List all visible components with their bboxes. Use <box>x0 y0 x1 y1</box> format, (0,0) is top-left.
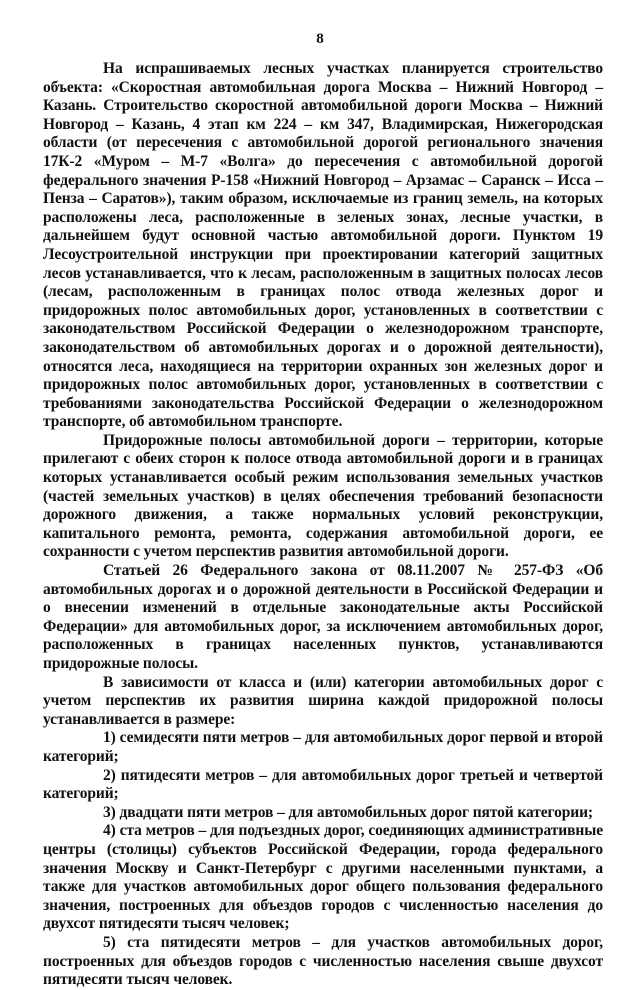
document-body <box>43 60 603 990</box>
list-item-2: 2) пятидесяти метров – для автомобильных дорог третьей и четвертой категорий; <box>43 766 603 803</box>
paragraph-intro: На испрашиваемых лесных участках планируется строительство объекта: «Скоростная автомобильная дорога Москва – Нижний Новгород – Казань. Строительство скоростной автомобильной дороги Москва – Нижний Новгород – Казань, 4 этап км 224 – км 347, Владимирская, Нижегородская области (от пересечения с автомобильной дорогой регионального значения 17К-2 «Муром – М-7 «Волга» до пересечения с автомобильной дорогой федерального значения Р-158 «Нижний Новгород – Арзамас – Саранск – Исса – Пенза – Саратов»), таким образом, исключаемые из границ земель, на которых расположены леса, расположенные в зеленых зонах, лесные участки, в дальнейшем будут основной частью автомобильной дороги. Пунктом 19 Лесоустроительной инструкции при проектировании категорий защитных лесов устанавливается, что к лесам, расположенным в защитных полосах лесов (лесам, расположенным в границах полос отвода железных дорог и придорожных полос автомобильных дорог, установленных в соответствии с законодательством Российской Федерации о железнодорожном транспорте, законодательством об автомобильных дорогах и о дорожной деятельности), относятся леса, находящиеся на территории охранных зон железных дорог и придорожных полос автомобильных дорог, установленных в соответствии с требованиями законодательства Российской Федерации о железнодорожном транспорте, об автомобильном транспорте. <box>43 60 603 431</box>
paragraph-roadside-strips: Придорожные полосы автомобильной дороги – территории, которые прилегают с обеих сторон к полосе отвода автомобильной дороги и в границах которых устанавливается особый режим использования земельных участков (частей земельных участков) в целях обеспечения требований безопасности дорожного движения, а также нормальных условий реконструкции, капитального ремонта, ремонта, содержания автомобильной дороги, ее сохранности с учетом перспектив развития автомобильной дороги. <box>43 431 603 561</box>
list-item-1: 1) семидесяти пяти метров – для автомобильных дорог первой и второй категорий; <box>43 729 603 765</box>
list-item-3: 3) двадцати пяти метров – для автомобильных дорог пятой категории; <box>103 803 593 821</box>
page-number: 8 <box>316 31 324 47</box>
paragraph-federal-law: Статьей 26 Федерального закона от 08.11.2007 № 257-ФЗ «Об автомобильных дорогах и о дорожной деятельности в Российской Федерации и о внесении изменений в отдельные законодательные акты Российской Федерации» для автомобильных дорог, за исключением автомобильных дорог, расположенных в границах населенных пунктов, устанавливаются придорожные полосы. <box>43 562 603 672</box>
list-item-5: 5) ста пятидесяти метров – для участков автомобильных дорог, построенных для объездов городов с численностью населения свыше двухсот пятидесяти тысяч человек. <box>43 933 603 989</box>
list-item-4: 4) ста метров – для подъездных дорог, соединяющих административные центры (столицы) субъектов Российской Федерации, города федерального значения Москву и Санкт-Петербург с другими населенными пунктами, а также для участков автомобильных дорог общего пользования федерального значения, построенных для объездов городов с численностью населения до двухсот пятидесяти тысяч человек; <box>43 822 603 933</box>
paragraph-width-intro: В зависимости от класса и (или) категории автомобильных дорог с учетом перспектив их развития ширина каждой придорожной полосы устанавливается в размере: <box>43 673 603 728</box>
